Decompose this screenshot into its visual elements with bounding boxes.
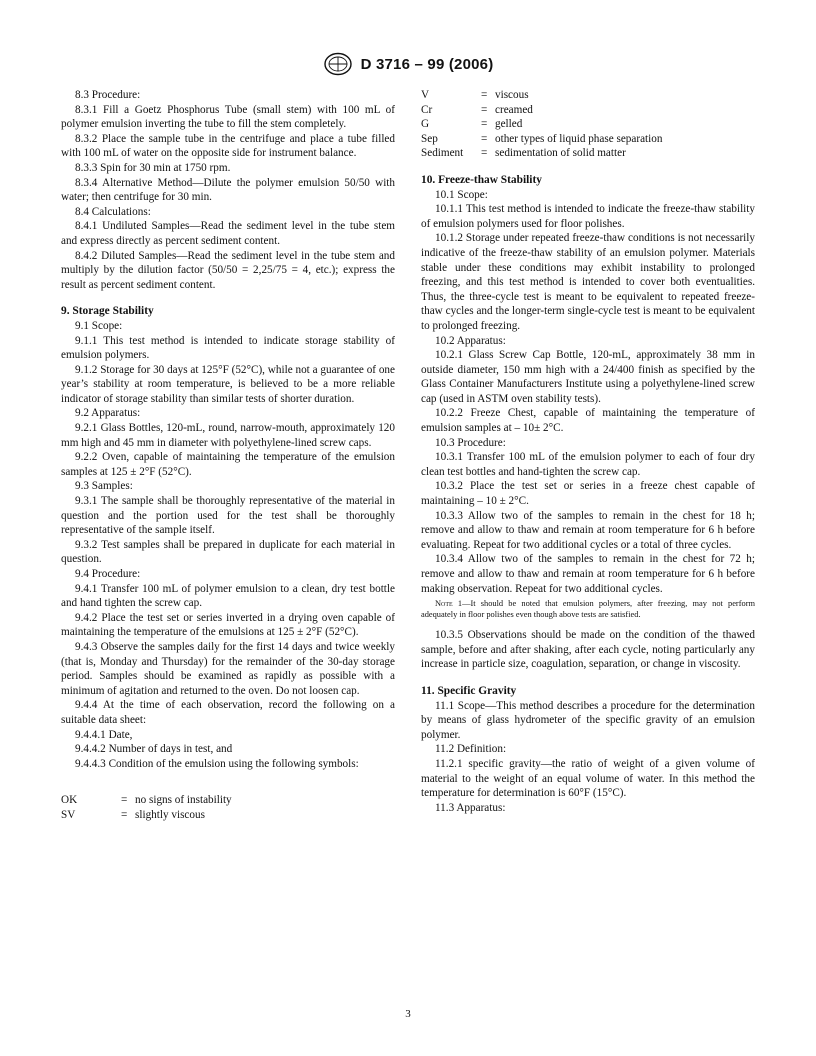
para-9-4-4: 9.4.4 At the time of each observation, record the following on a suitable data sheet: xyxy=(61,699,395,726)
left-column xyxy=(61,88,395,823)
para-10-1-2: 10.1.2 Storage under repeated freeze-thaw conditions is not necessarily indicative of the freeze-thaw stability of an emulsion polymer. Materials stable under these conditions may exhibit instability to prolonged freezing, and this test method is intended to cover both eventualities. Thus, the three-cycle test is meant to be equivalent to repeated freeze-thaw cycles and the longer-term single-cycle test is meant to be equivalent to prolonged freezing. xyxy=(421,232,755,332)
note-1 xyxy=(421,598,755,620)
para-10-2: 10.2 Apparatus: xyxy=(435,334,506,347)
para-8-4-2: 8.4.2 Diluted Samples—Read the sediment level in the tube stem and multiply by the dilution factor (50/50 = 2,25/75 = 4, etc.); express the result as percent sediment content. xyxy=(61,249,395,291)
symbol: Sep xyxy=(421,132,438,145)
para-11-2-1: 11.2.1 specific gravity—the ratio of weight of a given volume of material to the weight of an equal volume of water. In this method the temperature for determination is 60°F (15°C). xyxy=(421,757,755,800)
symbol-eq: = xyxy=(481,132,488,145)
note-1-label: Note 1 xyxy=(435,599,463,609)
symbol: Cr xyxy=(421,103,433,116)
symbol: SV xyxy=(61,808,76,821)
para-9-4: 9.4 Procedure: xyxy=(75,568,141,580)
para-11-1: 11.1 Scope—This method describes a procedure for the determination by means of glass hydrometer of the specific gravity of an emulsion polymer. xyxy=(421,699,755,741)
para-8-3: 8.3 Procedure: xyxy=(75,89,141,101)
para-11-3: 11.3 Apparatus: xyxy=(435,801,506,814)
page-header xyxy=(0,52,816,76)
para-10-1: 10.1 Scope: xyxy=(435,188,488,201)
para-9-4-3: 9.4.3 Observe the samples daily for the first 14 days and twice weekly (that is, Monday and Thursday) for the remainder of the 30-day storage period. Samples should be examined as rapidly as possible with a minimum of agitation and returned to the oven. Do not loosen cap. xyxy=(61,640,395,697)
para-9-4-2: 9.4.2 Place the test set or series inverted in a drying oven capable of maintaining the temperature of the emulsions at 125 ± 2°F (52°C). xyxy=(61,611,395,639)
symbol-eq: = xyxy=(481,147,488,160)
para-10-3-5: 10.3.5 Observations should be made on the condition of the thawed sample, before and after shaking, after each cycle, noting particularly any increase in particle size, coagulation, separation, or change in viscosity. xyxy=(421,629,755,671)
document-designation: D 3716 – 99 (2006) xyxy=(360,55,494,73)
symbol-row xyxy=(421,132,662,147)
para-10-3-2: 10.3.2 Place the test set or series in a freeze chest capable of maintaining – 10 ± 2°C. xyxy=(421,480,755,508)
symbol-row xyxy=(421,88,662,103)
symbol-desc: other types of liquid phase separation xyxy=(495,132,663,145)
para-9-2: 9.2 Apparatus: xyxy=(75,407,141,420)
astm-logo-icon xyxy=(323,52,353,76)
para-10-3: 10.3 Procedure: xyxy=(435,436,506,449)
symbol: G xyxy=(421,118,430,131)
para-10-2-2: 10.2.2 Freeze Chest, capable of maintaining the temperature of emulsion samples at – 10± 2°C. xyxy=(421,407,755,435)
para-9-2-2: 9.2.2 Oven, capable of maintaining the temperature of the emulsion samples at 125 ± 2°F (52°C). xyxy=(61,451,395,478)
para-9-4-1: 9.4.1 Transfer 100 mL of polymer emulsion to a clean, dry test bottle and hand tighten the screw cap. xyxy=(61,582,395,610)
symbol-desc: gelled xyxy=(495,118,523,131)
para-8-3-4: 8.3.4 Alternative Method—Dilute the polymer emulsion 50/50 with water; then centrifuge for 30 min. xyxy=(61,176,395,204)
symbol-eq: = xyxy=(481,103,488,116)
para-8-3-3: 8.3.3 Spin for 30 min at 1750 rpm. xyxy=(75,161,231,174)
para-10-1-1: 10.1.1 This test method is intended to indicate the freeze-thaw stability of emulsion polymers used for floor polishes. xyxy=(421,203,755,230)
para-8-4-1: 8.4.1 Undiluted Samples—Read the sediment level in the tube stem and express directly as percent sediment content. xyxy=(61,220,395,247)
right-column xyxy=(421,88,755,815)
para-9-4-4-3: 9.4.4.3 Condition of the emulsion using the following symbols: xyxy=(75,757,359,770)
symbol-eq: = xyxy=(481,89,488,101)
para-10-2-1: 10.2.1 Glass Screw Cap Bottle, 120-mL, approximately 38 mm in outside diameter, 150 mm high with a 24/400 finish as specified by the Glass Container Manufacturers Institute using a polyethylene-lined screw cap (used in ASTM oven stability tests). xyxy=(421,349,755,405)
para-11-2: 11.2 Definition: xyxy=(435,743,507,756)
para-10-3-3: 10.3.3 Allow two of the samples to remain in the chest for 18 h; remove and allow to thaw and remain at room temperature for 6 h before evaluating. Repeat for two additional cycles or a total of three cycles. xyxy=(421,509,755,551)
symbol-desc: viscous xyxy=(495,89,529,101)
section-9-heading: 9. Storage Stability xyxy=(61,305,154,318)
page-number: 3 xyxy=(405,1008,411,1020)
symbol: V xyxy=(421,89,430,101)
symbol-eq: = xyxy=(121,794,128,807)
para-10-3-4: 10.3.4 Allow two of the samples to remain in the chest for 72 h; remove and allow to thaw and remain at room temperature for 6 h before making observation. Repeat for two additional cycles. xyxy=(421,553,755,595)
para-9-3: 9.3 Samples: xyxy=(75,480,133,493)
symbol: Sediment xyxy=(421,147,464,160)
symbol-row xyxy=(61,808,232,823)
symbol-row xyxy=(421,103,662,118)
section-10-heading: 10. Freeze-thaw Stability xyxy=(421,173,542,186)
symbol-desc: no signs of instability xyxy=(135,794,232,807)
symbol: OK xyxy=(61,794,78,807)
symbol-eq: = xyxy=(481,118,488,131)
symbol-row xyxy=(61,793,232,808)
para-9-3-1: 9.3.1 The sample shall be thoroughly representative of the material in question and the portion used for the test shall be thoroughly representative of the sample itself. xyxy=(61,495,395,537)
symbol-row xyxy=(421,146,662,161)
para-9-4-4-1: 9.4.4.1 Date, xyxy=(75,728,133,741)
section-11-heading: 11. Specific Gravity xyxy=(421,684,517,697)
symbol-row xyxy=(421,117,662,132)
para-8-4: 8.4 Calculations: xyxy=(75,205,151,218)
symbol-eq: = xyxy=(121,808,128,821)
symbol-desc: creamed xyxy=(495,103,533,116)
para-9-3-2: 9.3.2 Test samples shall be prepared in duplicate for each material in question. xyxy=(61,538,395,566)
para-9-1: 9.1 Scope: xyxy=(75,319,123,332)
para-8-3-1: 8.3.1 Fill a Goetz Phosphorus Tube (small stem) with 100 mL of polymer emulsion inverting the tube to fill the stem completely. xyxy=(61,103,395,131)
symbol-desc: slightly viscous xyxy=(135,808,205,821)
symbol-table-right xyxy=(421,88,662,161)
para-9-1-1: 9.1.1 This test method is intended to indicate storage stability of emulsion polymers. xyxy=(61,334,395,362)
para-9-1-2: 9.1.2 Storage for 30 days at 125°F (52°C), while not a guarantee of one year’s stability at room temperature, is believed to be a more reliable indicator of storage stability than similar tests of shorter duration. xyxy=(61,363,395,405)
symbol-table-left xyxy=(61,793,232,822)
para-8-3-2: 8.3.2 Place the sample tube in the centrifuge and place a tube filled with 100 mL of water on the opposite side for instrument balance. xyxy=(61,132,395,160)
para-9-4-4-2: 9.4.4.2 Number of days in test, and xyxy=(75,743,233,756)
para-10-3-1: 10.3.1 Transfer 100 mL of the emulsion polymer to each of four dry clean test bottles and hand-tighten the screw cap. xyxy=(421,451,755,478)
symbol-desc: sedimentation of solid matter xyxy=(495,147,626,160)
note-1-text: —It should be noted that emulsion polymers, after freezing, may not perform adequately in floor polishes even though above tests are satisfied. xyxy=(421,599,755,620)
para-9-2-1: 9.2.1 Glass Bottles, 120-mL, round, narrow-mouth, approximately 120 mm high and 45 mm in diameter with polyethylene-lined screw caps. xyxy=(61,422,395,449)
